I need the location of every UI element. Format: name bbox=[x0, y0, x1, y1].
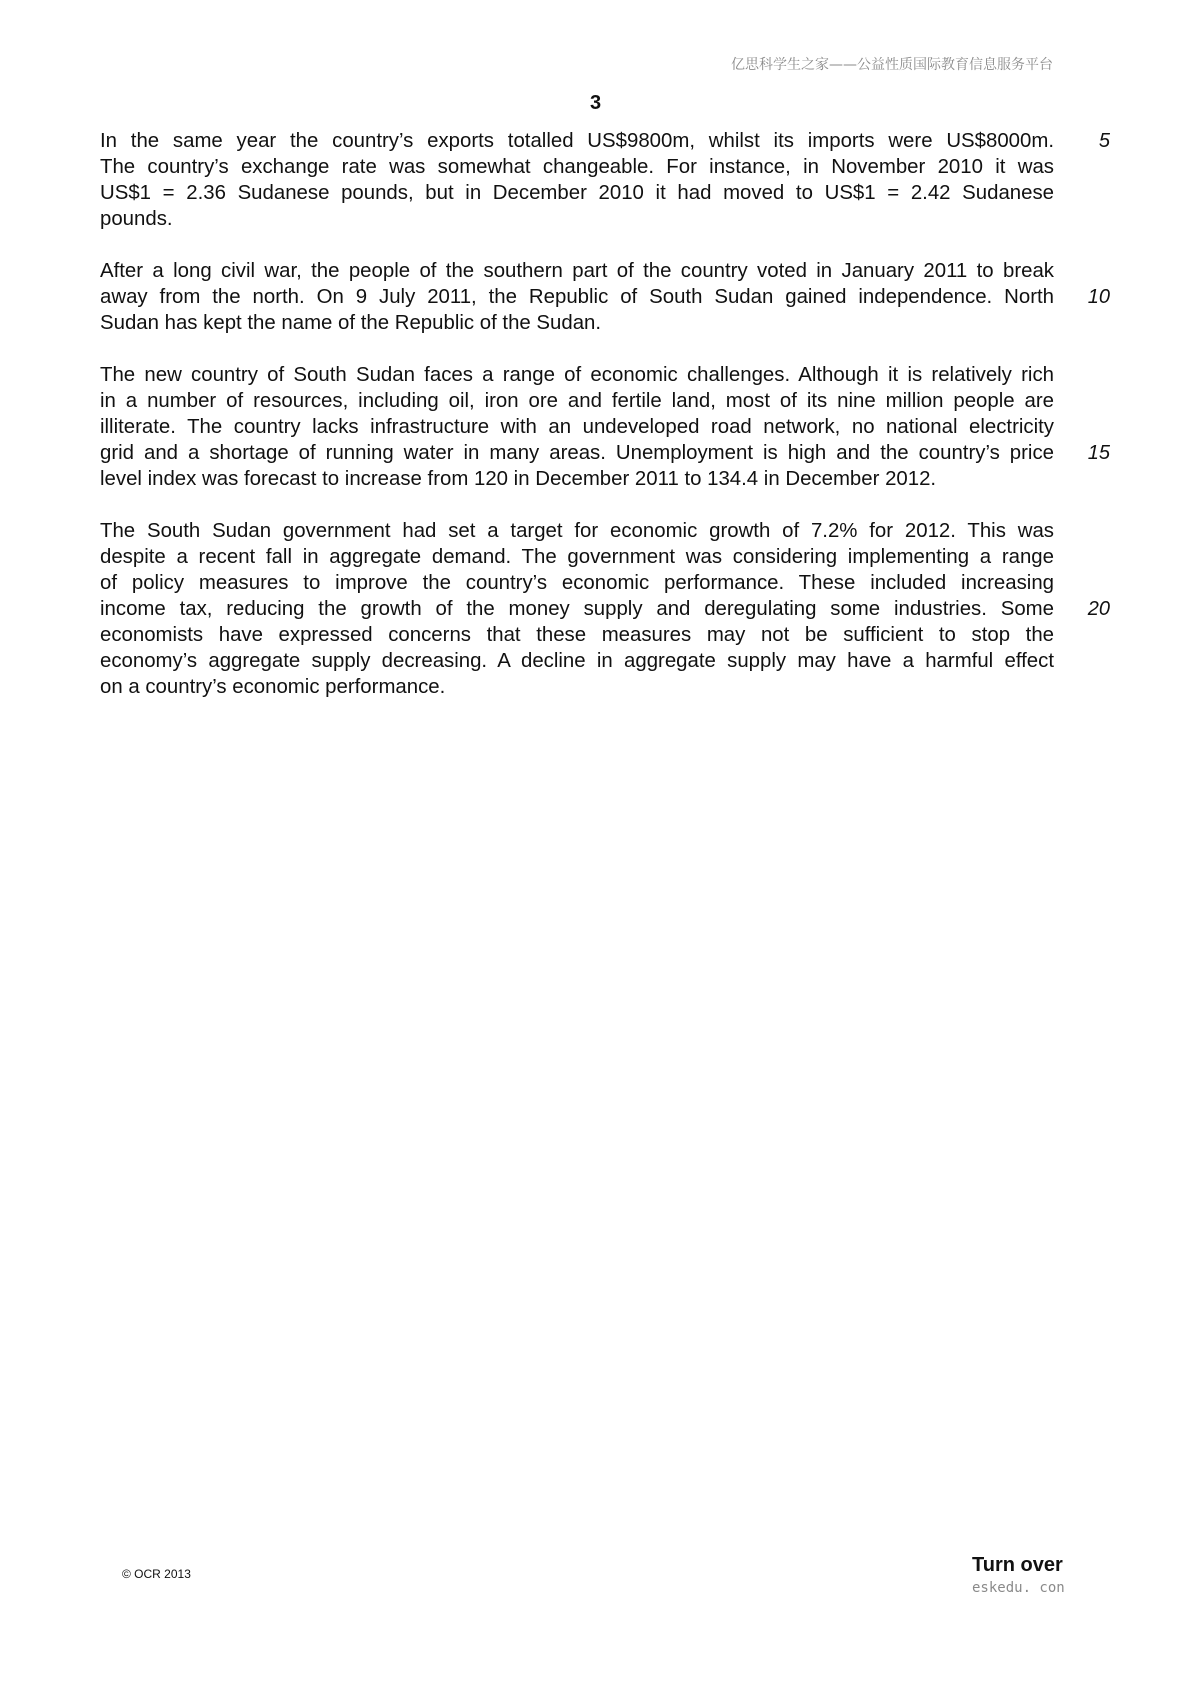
text-line: in a number of resources, including oil, iron ore and fertile land, most of its nine million people are bbox=[100, 390, 1054, 412]
paragraph-1 bbox=[100, 128, 1110, 232]
passage bbox=[100, 128, 1110, 726]
line-number-20: 20 bbox=[1087, 598, 1110, 620]
text-line: US$1 = 2.36 Sudanese pounds, but in December 2010 it had moved to US$1 = 2.42 Sudanese bbox=[100, 182, 1054, 204]
text-line: After a long civil war, the people of the southern part of the country voted in January 2011 to break bbox=[100, 260, 1054, 282]
text-line: Sudan has kept the name of the Republic of the Sudan. bbox=[100, 312, 602, 334]
text-line: economy’s aggregate supply decreasing. A decline in aggregate supply may have a harmful effect bbox=[100, 650, 1054, 672]
line-number-5: 5 bbox=[1098, 130, 1110, 152]
text-line: illiterate. The country lacks infrastructure with an undeveloped road network, no national electricity bbox=[100, 416, 1054, 438]
text-line: grid and a shortage of running water in many areas. Unemployment is high and the country’s price bbox=[100, 442, 1054, 464]
text-line: The South Sudan government had set a target for economic growth of 7.2% for 2012. This was bbox=[100, 520, 1054, 542]
text-line: level index was forecast to increase from 120 in December 2011 to 134.4 in December 2012. bbox=[100, 468, 937, 490]
bottom-watermark: eskedu. con bbox=[972, 1580, 1065, 1596]
text-line: The country’s exchange rate was somewhat changeable. For instance, in November 2010 it was bbox=[100, 156, 1054, 178]
text-line: of policy measures to improve the country’s economic performance. These included increasing bbox=[100, 572, 1054, 594]
text-line: In the same year the country’s exports totalled US$9800m, whilst its imports were US$8000m. bbox=[100, 130, 1054, 152]
line-number-15: 15 bbox=[1087, 442, 1110, 464]
paragraph-2 bbox=[100, 258, 1110, 336]
text-line: pounds. bbox=[100, 208, 173, 230]
page-number: 3 bbox=[589, 92, 602, 114]
text-line: on a country’s economic performance. bbox=[100, 676, 446, 698]
turn-over-label: Turn over bbox=[972, 1554, 1063, 1576]
paragraph-3 bbox=[100, 362, 1110, 492]
copyright-notice: © OCR 2013 bbox=[122, 1567, 191, 1581]
top-watermark: 亿思科学生之家——公益性质国际教育信息服务平台 bbox=[731, 57, 1053, 73]
paragraph-4 bbox=[100, 518, 1110, 700]
text-line: away from the north. On 9 July 2011, the Republic of South Sudan gained independence. North bbox=[100, 286, 1054, 308]
text-line: income tax, reducing the growth of the money supply and deregulating some industries. Some bbox=[100, 598, 1054, 620]
text-line: The new country of South Sudan faces a range of economic challenges. Although it is relatively rich bbox=[100, 364, 1054, 386]
text-line: economists have expressed concerns that these measures may not be sufficient to stop the bbox=[100, 624, 1054, 646]
line-number-10: 10 bbox=[1087, 286, 1110, 308]
text-line: despite a recent fall in aggregate demand. The government was considering implementing a range bbox=[100, 546, 1054, 568]
